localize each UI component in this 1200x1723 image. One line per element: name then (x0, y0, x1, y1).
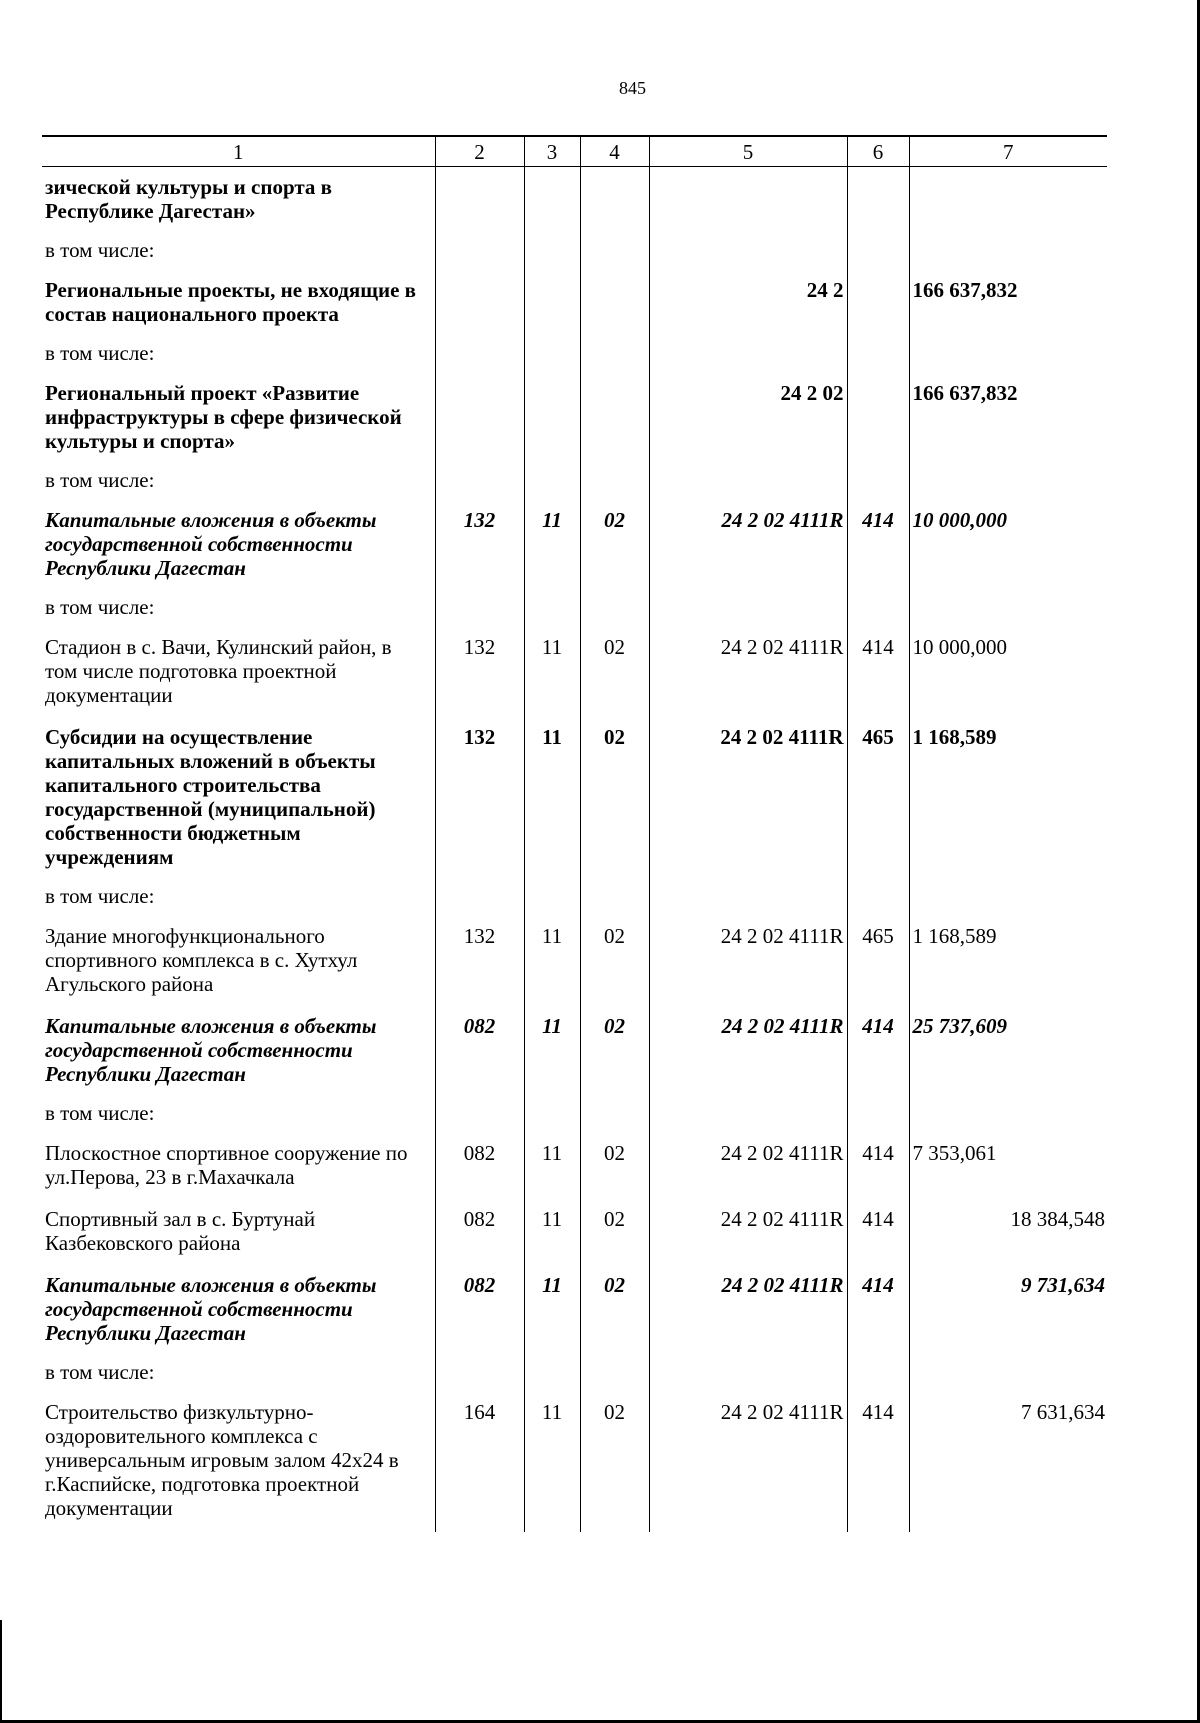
code-cell-2: 082 (435, 1133, 524, 1199)
target-article-cell: 24 2 02 4111R (649, 916, 847, 1006)
amount-cell: 166 637,832 (909, 270, 1107, 336)
item-name-cell: Субсидии на осуществление капитальных вложений в объекты капитального строительства государственной (муниципальной) собственности бюджетным учреждениям (45, 725, 376, 869)
amount-cell (909, 1096, 1107, 1133)
subheading-row (42, 336, 1107, 373)
table-row (42, 916, 1107, 1006)
code-cell-4: 02 (580, 717, 649, 879)
code-cell-2: 132 (435, 916, 524, 1006)
table-row (42, 1006, 1107, 1096)
code-cell-3 (524, 590, 580, 627)
item-name-cell: в том числе: (45, 468, 155, 492)
code-cell-3: 11 (524, 717, 580, 879)
target-article-cell: 24 2 02 4111R (649, 1392, 847, 1532)
code-cell-2 (435, 270, 524, 336)
subheading-row (42, 1096, 1107, 1133)
table-row (42, 167, 1107, 234)
table-row (42, 500, 1107, 590)
expense-type-cell (847, 270, 909, 336)
subheading-row (42, 879, 1107, 916)
code-cell-4 (580, 1355, 649, 1392)
column-header-7: 7 (909, 136, 1107, 167)
code-cell-3 (524, 1096, 580, 1133)
code-cell-3: 11 (524, 627, 580, 717)
item-name-cell: зической культуры и спорта в Республике Дагестан» (45, 175, 333, 223)
target-article-cell: 24 2 02 4111R (649, 627, 847, 717)
table-row (42, 270, 1107, 336)
code-cell-3: 11 (524, 500, 580, 590)
code-cell-2 (435, 1355, 524, 1392)
code-cell-3: 11 (524, 1392, 580, 1532)
expense-type-cell: 414 (847, 1199, 909, 1265)
target-article-cell (649, 879, 847, 916)
code-cell-2 (435, 373, 524, 463)
code-cell-2: 082 (435, 1265, 524, 1355)
code-cell-4: 02 (580, 500, 649, 590)
expense-type-cell: 414 (847, 1006, 909, 1096)
expense-type-cell: 465 (847, 717, 909, 879)
header-row (42, 136, 1107, 167)
expense-type-cell: 414 (847, 1392, 909, 1532)
code-cell-3 (524, 1355, 580, 1392)
code-cell-4 (580, 373, 649, 463)
expense-type-cell: 414 (847, 627, 909, 717)
expense-type-cell: 414 (847, 1265, 909, 1355)
expense-type-cell: 414 (847, 500, 909, 590)
amount-cell (909, 1355, 1107, 1392)
item-name-cell: Капитальные вложения в объекты государственной собственности Республики Дагестан (45, 1014, 377, 1086)
item-name-cell: в том числе: (45, 1101, 155, 1125)
amount-cell: 1 168,589 (909, 717, 1107, 879)
budget-table (42, 135, 1107, 1532)
expense-type-cell (847, 1355, 909, 1392)
item-name-cell: в том числе: (45, 238, 155, 262)
expense-type-cell (847, 167, 909, 234)
target-article-cell (649, 1096, 847, 1133)
budget-table-container (42, 135, 1107, 1532)
code-cell-4: 02 (580, 1006, 649, 1096)
expense-type-cell (847, 373, 909, 463)
code-cell-3 (524, 167, 580, 234)
item-name-cell: Капитальные вложения в объекты государственной собственности Республики Дагестан (45, 1273, 377, 1345)
expense-type-cell (847, 590, 909, 627)
code-cell-4 (580, 270, 649, 336)
code-cell-4 (580, 879, 649, 916)
code-cell-3 (524, 373, 580, 463)
code-cell-2 (435, 167, 524, 234)
target-article-cell: 24 2 02 4111R (649, 1006, 847, 1096)
code-cell-2: 164 (435, 1392, 524, 1532)
target-article-cell (649, 336, 847, 373)
amount-cell: 25 737,609 (909, 1006, 1107, 1096)
item-name-cell: Стадион в с. Вачи, Кулинский район, в том числе подготовка проектной документации (45, 635, 392, 707)
expense-type-cell (847, 233, 909, 270)
column-header-4: 4 (580, 136, 649, 167)
table-body (42, 167, 1107, 1533)
code-cell-4 (580, 167, 649, 234)
target-article-cell: 24 2 02 4111R (649, 1199, 847, 1265)
code-cell-3: 11 (524, 1133, 580, 1199)
code-cell-4: 02 (580, 1133, 649, 1199)
amount-cell (909, 336, 1107, 373)
expense-type-cell: 414 (847, 1133, 909, 1199)
expense-type-cell (847, 1096, 909, 1133)
code-cell-3 (524, 463, 580, 500)
target-article-cell: 24 2 02 (649, 373, 847, 463)
subheading-row (42, 463, 1107, 500)
target-article-cell (649, 463, 847, 500)
expense-type-cell: 465 (847, 916, 909, 1006)
target-article-cell (649, 590, 847, 627)
table-row (42, 1265, 1107, 1355)
code-cell-4: 02 (580, 1265, 649, 1355)
target-article-cell (649, 233, 847, 270)
target-article-cell: 24 2 02 4111R (649, 500, 847, 590)
code-cell-4: 02 (580, 1392, 649, 1532)
code-cell-4 (580, 590, 649, 627)
target-article-cell (649, 167, 847, 234)
amount-cell: 18 384,548 (909, 1199, 1107, 1265)
code-cell-3: 11 (524, 916, 580, 1006)
page-number: 845 (619, 78, 646, 98)
item-name-cell: Плоскостное спортивное сооружение по ул.Перова, 23 в г.Махачкала (45, 1141, 408, 1189)
code-cell-2 (435, 879, 524, 916)
code-cell-2: 082 (435, 1199, 524, 1265)
amount-cell: 166 637,832 (909, 373, 1107, 463)
scan-border-left (0, 1620, 2, 1720)
table-row (42, 627, 1107, 717)
code-cell-2: 132 (435, 500, 524, 590)
table-row (42, 717, 1107, 879)
target-article-cell: 24 2 02 4111R (649, 1265, 847, 1355)
code-cell-3: 11 (524, 1199, 580, 1265)
code-cell-4 (580, 336, 649, 373)
code-cell-3 (524, 270, 580, 336)
code-cell-4 (580, 233, 649, 270)
amount-cell (909, 463, 1107, 500)
column-header-1: 1 (42, 136, 435, 167)
subheading-row (42, 1355, 1107, 1392)
column-header-5: 5 (649, 136, 847, 167)
item-name-cell: в том числе: (45, 341, 155, 365)
amount-cell (909, 167, 1107, 234)
amount-cell: 10 000,000 (909, 500, 1107, 590)
item-name-cell: Региональный проект «Развитие инфраструктуры в сфере физической культуры и спорта» (45, 381, 402, 453)
code-cell-3: 11 (524, 1265, 580, 1355)
code-cell-3: 11 (524, 1006, 580, 1096)
code-cell-2 (435, 233, 524, 270)
item-name-cell: Строительство физкультурно-оздоровительного комплекса с универсальным игровым залом 42x24 в г.Каспийске, подготовка проектной документации (45, 1400, 399, 1520)
table-row (42, 1133, 1107, 1199)
code-cell-2: 132 (435, 717, 524, 879)
subheading-row (42, 590, 1107, 627)
amount-cell (909, 233, 1107, 270)
expense-type-cell (847, 336, 909, 373)
amount-cell (909, 590, 1107, 627)
target-article-cell: 24 2 02 4111R (649, 717, 847, 879)
code-cell-2: 132 (435, 627, 524, 717)
code-cell-2 (435, 463, 524, 500)
amount-cell: 7 353,061 (909, 1133, 1107, 1199)
item-name-cell: Капитальные вложения в объекты государственной собственности Республики Дагестан (45, 508, 377, 580)
target-article-cell: 24 2 (649, 270, 847, 336)
code-cell-4 (580, 1096, 649, 1133)
item-name-cell: в том числе: (45, 595, 155, 619)
code-cell-2: 082 (435, 1006, 524, 1096)
table-row (42, 1199, 1107, 1265)
item-name-cell: Региональные проекты, не входящие в состав национального проекта (45, 278, 416, 326)
code-cell-4: 02 (580, 627, 649, 717)
code-cell-2 (435, 590, 524, 627)
code-cell-3 (524, 336, 580, 373)
code-cell-4 (580, 463, 649, 500)
item-name-cell: Здание многофункционального спортивного комплекса в с. Хутхул Агульского района (45, 924, 358, 996)
expense-type-cell (847, 879, 909, 916)
code-cell-3 (524, 879, 580, 916)
target-article-cell: 24 2 02 4111R (649, 1133, 847, 1199)
code-cell-2 (435, 1096, 524, 1133)
column-header-3: 3 (524, 136, 580, 167)
item-name-cell: в том числе: (45, 1360, 155, 1384)
code-cell-4: 02 (580, 1199, 649, 1265)
amount-cell: 7 631,634 (909, 1392, 1107, 1532)
code-cell-2 (435, 336, 524, 373)
amount-cell (909, 879, 1107, 916)
code-cell-4: 02 (580, 916, 649, 1006)
item-name-cell: Спортивный зал в с. Буртунай Казбековского района (45, 1207, 316, 1255)
item-name-cell: в том числе: (45, 884, 155, 908)
table-row (42, 373, 1107, 463)
column-header-6: 6 (847, 136, 909, 167)
expense-type-cell (847, 463, 909, 500)
code-cell-3 (524, 233, 580, 270)
subheading-row (42, 233, 1107, 270)
amount-cell: 10 000,000 (909, 627, 1107, 717)
column-header-2: 2 (435, 136, 524, 167)
amount-cell: 1 168,589 (909, 916, 1107, 1006)
table-row (42, 1392, 1107, 1532)
amount-cell: 9 731,634 (909, 1265, 1107, 1355)
target-article-cell (649, 1355, 847, 1392)
